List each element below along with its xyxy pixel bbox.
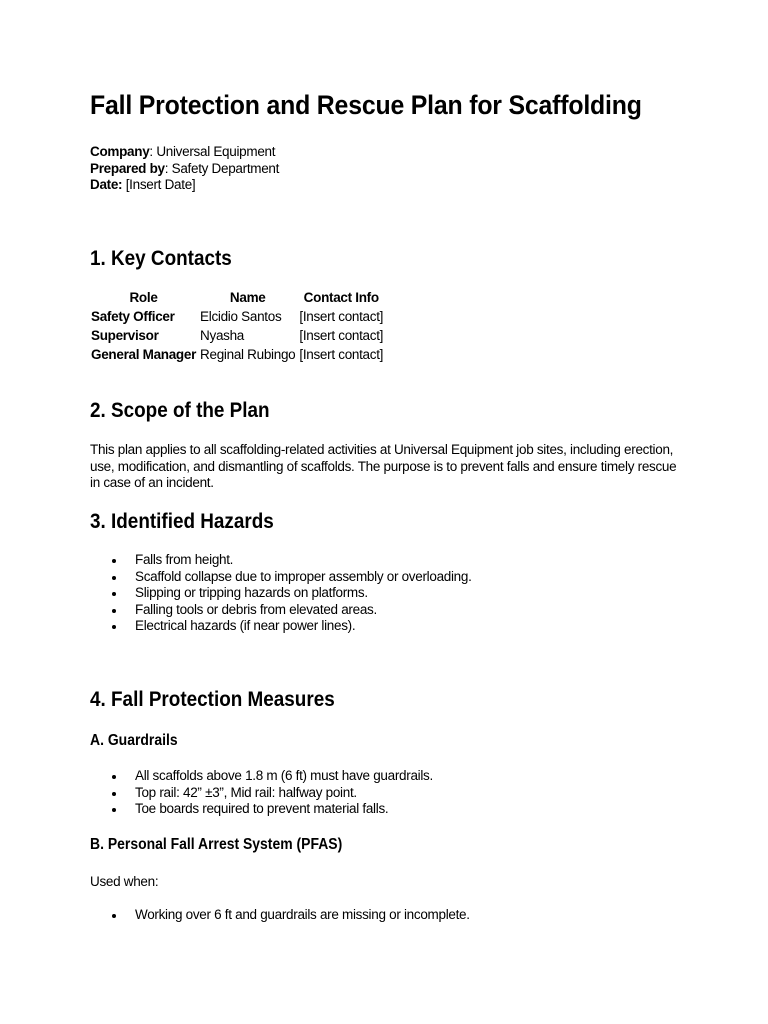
bullet-icon [112, 625, 116, 629]
company-label: Company [90, 144, 150, 159]
list-item-text: Working over 6 ft and guardrails are missing or incomplete. [135, 907, 470, 922]
list-item [90, 569, 472, 586]
date-label: Date: [90, 177, 123, 192]
table-row [90, 346, 386, 365]
list-item-text: Falls from height. [135, 552, 234, 567]
contact-cell: [Insert contact] [299, 347, 384, 362]
fall-protection-heading: 4. Fall Protection Measures [90, 688, 335, 711]
list-item-text: Electrical hazards (if near power lines). [135, 618, 356, 633]
company-value: : Universal Equipment [149, 144, 276, 159]
bullet-icon [112, 576, 116, 580]
column-header-role: Role [129, 290, 158, 305]
prepared-by-label: Prepared by [90, 160, 165, 176]
list-item [90, 552, 472, 569]
list-item [90, 785, 433, 802]
name-cell: Elcidio Santos [200, 309, 282, 324]
guardrails-list [90, 768, 433, 818]
contact-cell: [Insert contact] [299, 309, 384, 324]
date-row [90, 177, 279, 194]
bullet-icon [112, 592, 116, 596]
prepared-by-value: : Safety Department [164, 160, 280, 176]
list-item-text: Top rail: 42” ±3”, Mid rail: halfway point. [135, 784, 357, 800]
date-value: [Insert Date] [122, 177, 196, 192]
scope-heading: 2. Scope of the Plan [90, 399, 270, 422]
list-item-text: Falling tools or debris from elevated areas. [135, 601, 377, 617]
name-cell: Nyasha [200, 328, 245, 343]
scope-paragraph: This plan applies to all scaffolding-related activities at Universal Equipment job sites, including erection, use, modification, and dismantling of scaffolds. The purpose is to prevent falls and ensure timely rescue in case of an incident. [90, 442, 677, 490]
key-contacts-table [90, 289, 386, 365]
list-item [90, 907, 470, 924]
table-row [90, 327, 386, 346]
guardrails-heading: A. Guardrails [90, 732, 178, 749]
list-item [90, 585, 472, 602]
table-row [90, 308, 386, 327]
list-item [90, 801, 433, 818]
table-header-row [90, 289, 386, 308]
role-cell: Safety Officer [91, 309, 175, 324]
name-cell: Reginal Rubingo [200, 347, 296, 362]
pfas-list [90, 907, 470, 924]
role-cell: Supervisor [91, 328, 159, 343]
bullet-icon [112, 808, 116, 812]
bullet-icon [112, 775, 116, 779]
contact-cell: [Insert contact] [299, 328, 384, 343]
pfas-intro: Used when: [90, 874, 159, 889]
list-item-text: All scaffolds above 1.8 m (6 ft) must have guardrails. [135, 768, 433, 783]
bullet-icon [112, 609, 116, 613]
document-meta [90, 144, 279, 194]
bullet-icon [112, 914, 116, 918]
company-row [90, 144, 279, 161]
document-title: Fall Protection and Rescue Plan for Scaffolding [90, 90, 642, 120]
bullet-icon [112, 792, 116, 796]
role-cell: General Manager [91, 347, 197, 362]
hazards-list [90, 552, 472, 635]
list-item-text: Slipping or tripping hazards on platforms. [135, 585, 368, 600]
list-item [90, 768, 433, 785]
list-item [90, 602, 472, 619]
key-contacts-heading: 1. Key Contacts [90, 247, 232, 270]
list-item-text: Scaffold collapse due to improper assembly or overloading. [135, 568, 472, 584]
column-header-name: Name [229, 290, 266, 305]
list-item [90, 618, 472, 635]
list-item-text: Toe boards required to prevent material falls. [135, 801, 389, 816]
column-header-contact-info: Contact Info [303, 290, 379, 305]
bullet-icon [112, 559, 116, 563]
hazards-heading: 3. Identified Hazards [90, 510, 274, 533]
pfas-heading: B. Personal Fall Arrest System (PFAS) [90, 836, 343, 853]
prepared-by-row [90, 161, 279, 178]
